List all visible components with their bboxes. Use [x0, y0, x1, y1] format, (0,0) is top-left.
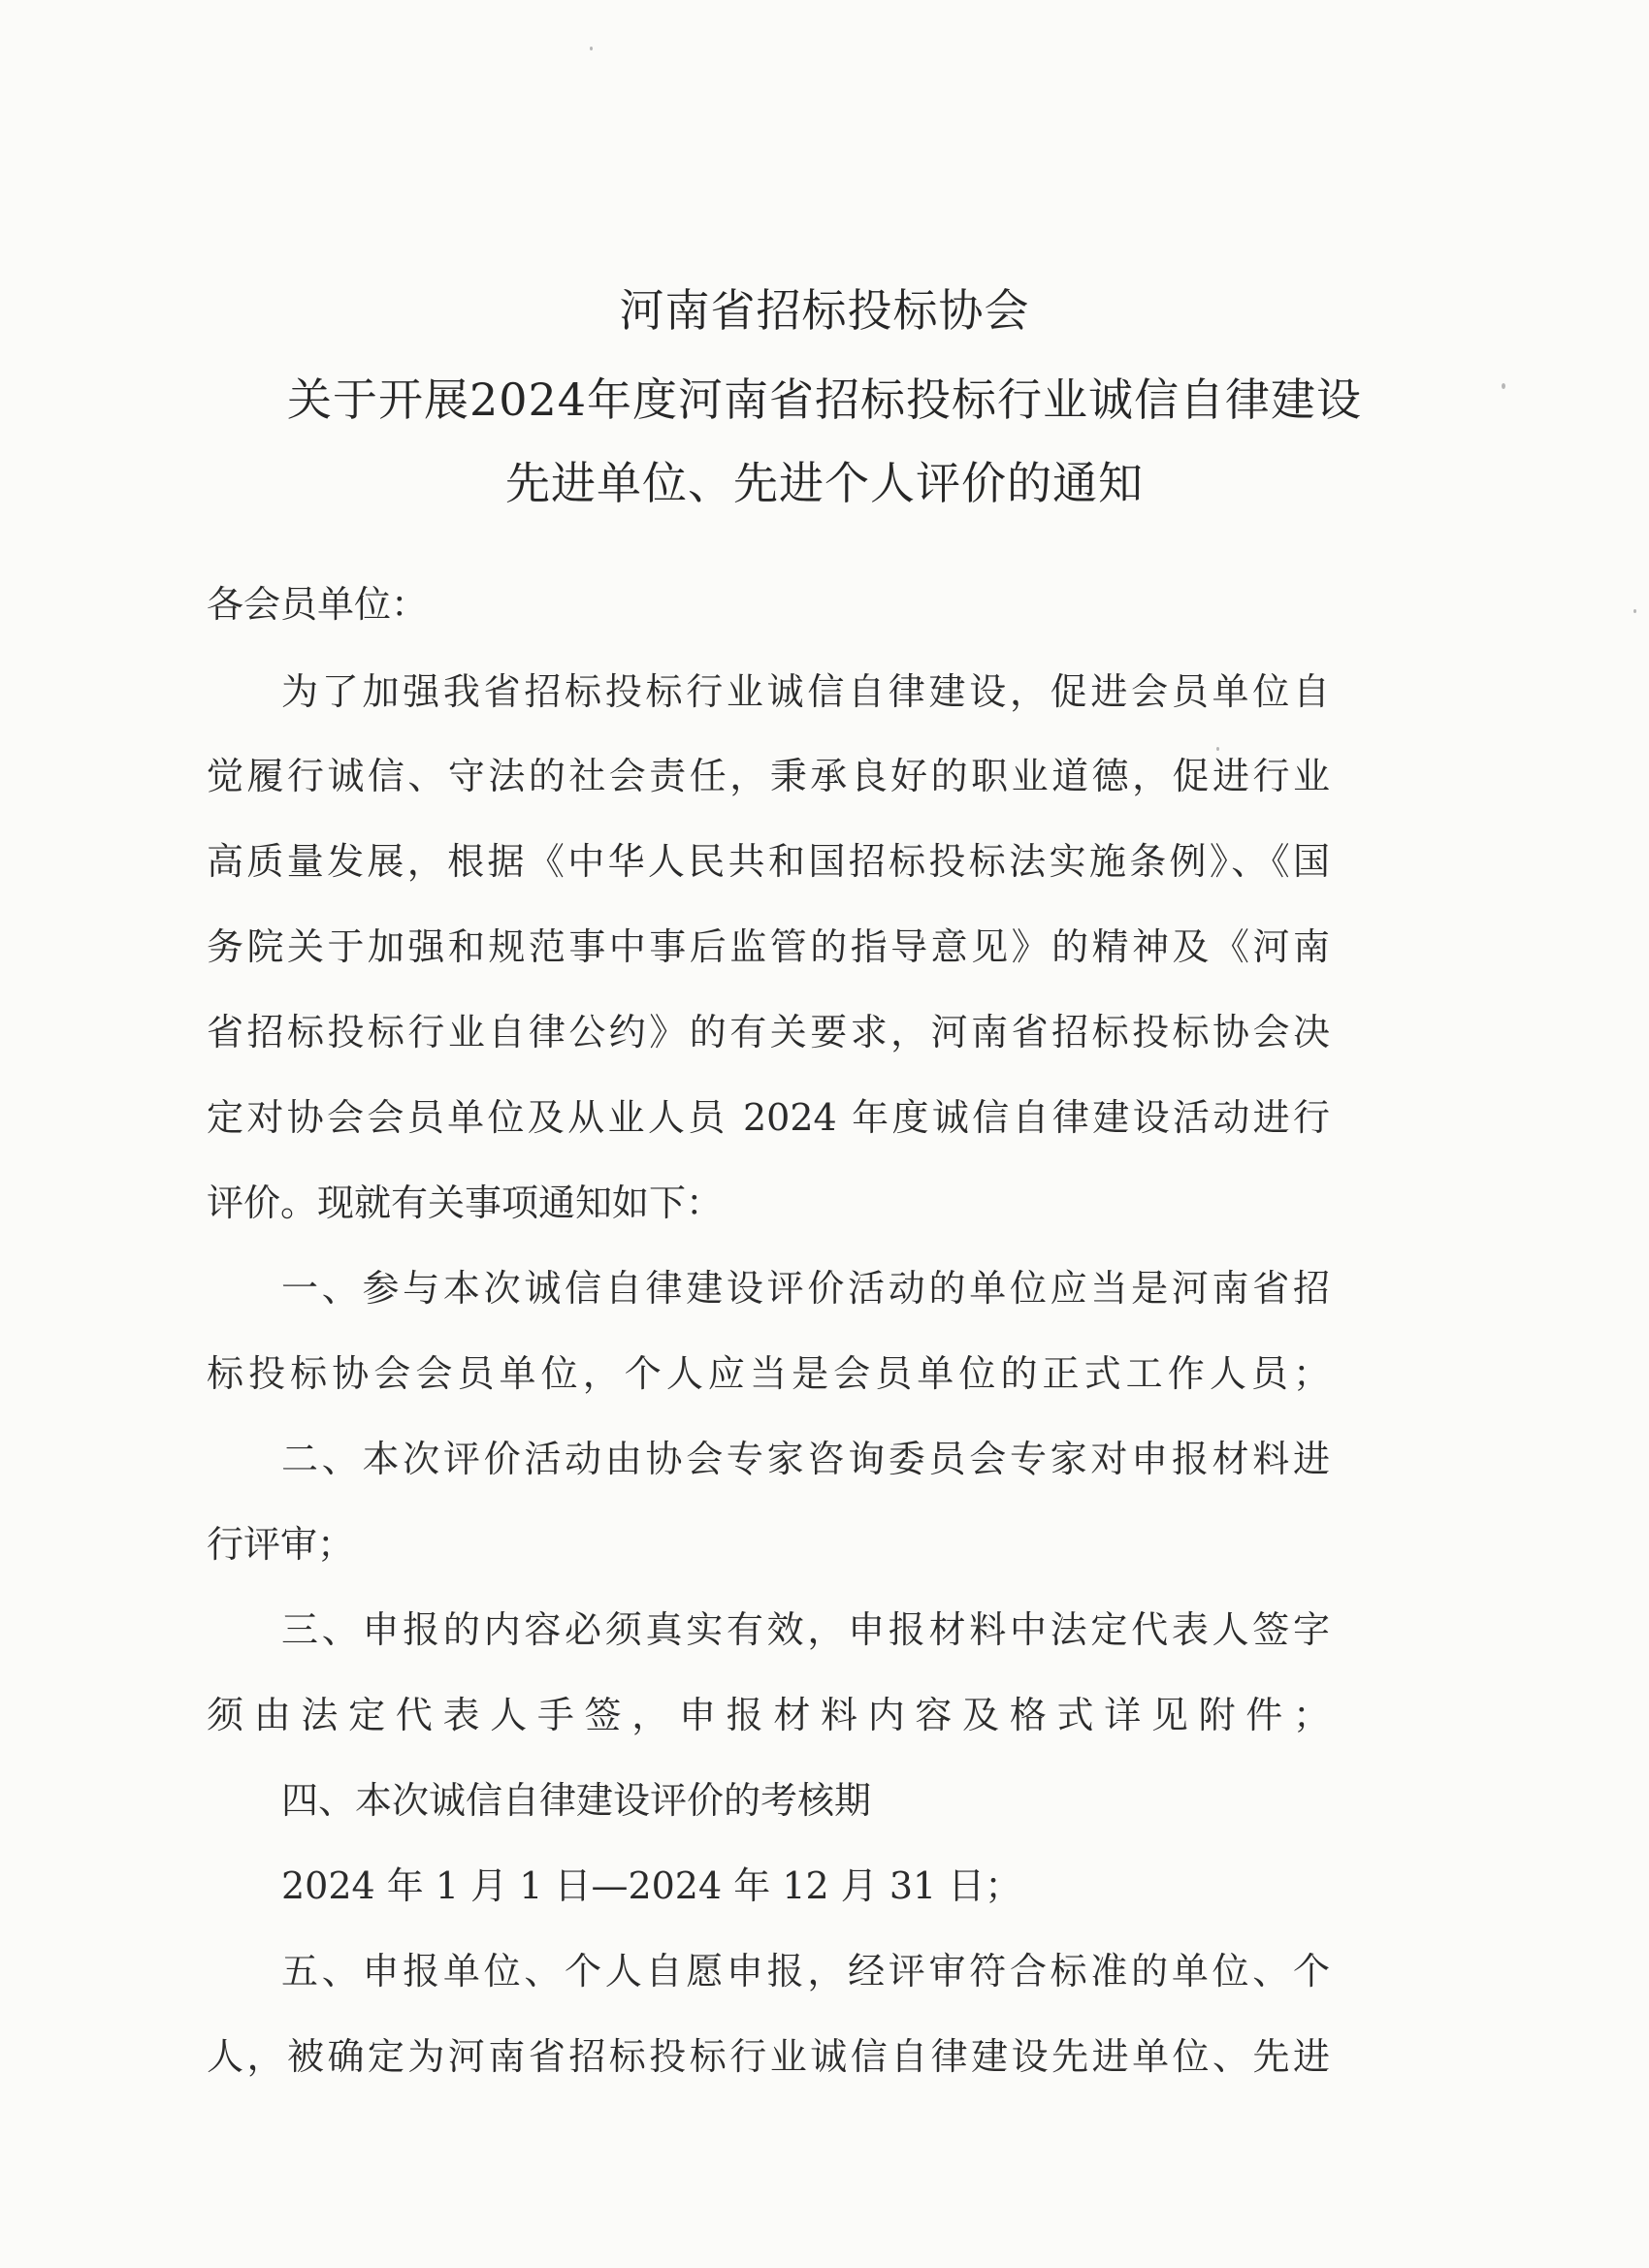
- body-line: 务院关于加强和规范事中事后监管的指导意见》的精神及《河南: [207, 925, 1330, 968]
- body-line: 定对协会会员单位及从业人员 2024 年度诚信自律建设活动进行: [207, 1096, 1330, 1139]
- section-item-3: 三、申报的内容必须真实有效，申报材料中法定代表人签字: [281, 1608, 1330, 1651]
- section-item-2: 二、本次评价活动由协会专家咨询委员会专家对申报材料进: [281, 1438, 1330, 1480]
- body-line: 标投标协会会员单位，个人应当是会员单位的正式工作人员；: [207, 1352, 1330, 1395]
- section-item-1: 一、参与本次诚信自律建设评价活动的单位应当是河南省招: [281, 1267, 1330, 1310]
- title-line-3: 先进单位、先进个人评价的通知: [505, 457, 1144, 509]
- body-line: 行评审；: [207, 1523, 355, 1566]
- scan-speck: [590, 47, 593, 50]
- body-line: 须由法定代表人手签，申报材料内容及格式详见附件；: [207, 1694, 1330, 1736]
- scan-speck: [1633, 609, 1636, 613]
- salutation: 各会员单位：: [207, 583, 429, 626]
- section-item-4: 四、本次诚信自律建设评价的考核期: [281, 1779, 872, 1822]
- body-line: 人，被确定为河南省招标投标行业诚信自律建设先进单位、先进: [207, 2035, 1330, 2078]
- title-line-1: 河南省招标投标协会: [619, 284, 1030, 337]
- body-line: 为了加强我省招标投标行业诚信自律建设，促进会员单位自: [281, 670, 1330, 713]
- section-item-5: 五、申报单位、个人自愿申报，经评审符合标准的单位、个: [281, 1950, 1330, 1993]
- body-line: 高质量发展，根据《中华人民共和国招标投标法实施条例》、《国: [207, 840, 1330, 883]
- title-line-2: 关于开展2024年度河南省招标投标行业诚信自律建设: [286, 373, 1363, 426]
- assessment-period: 2024 年 1 月 1 日—2024 年 12 月 31 日；: [281, 1864, 1022, 1907]
- body-line: 省招标投标行业自律公约》的有关要求，河南省招标投标协会决: [207, 1011, 1330, 1053]
- body-line: 评价。现就有关事项通知如下：: [207, 1182, 724, 1224]
- body-line: 觉履行诚信、守法的社会责任，秉承良好的职业道德，促进行业: [207, 755, 1330, 797]
